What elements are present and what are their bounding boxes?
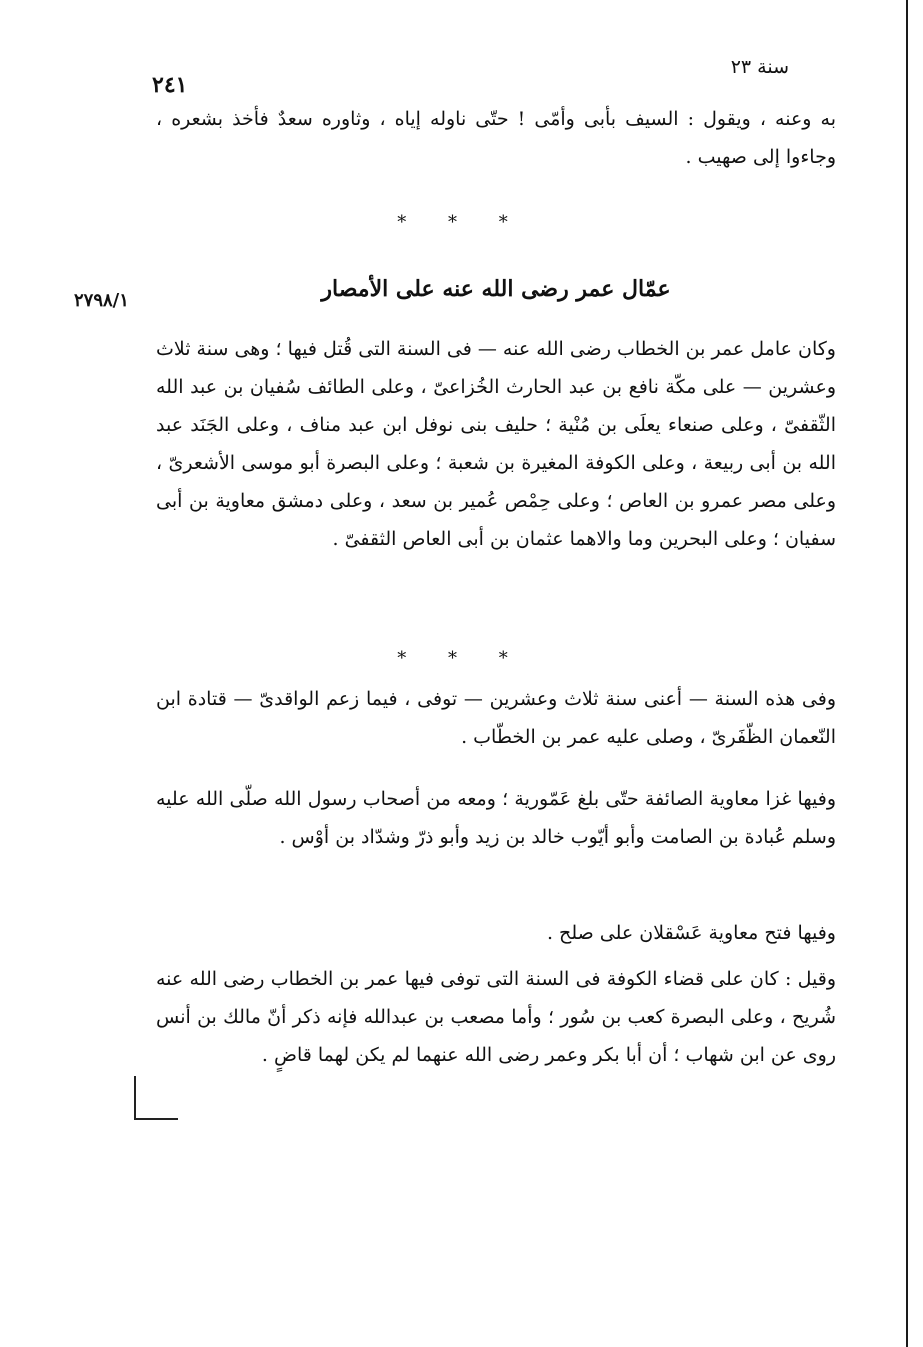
margin-reference: ٢٧٩٨/١ [74, 290, 129, 311]
paragraph-summer-raid: وفيها غزا معاوية الصائفة حتّى بلغ عَمّورية ؛ ومعه من أصحاب رسول الله صلّى الله عليه وسلم عُبادة بن الصامت وأبو أيّوب خالد بن زيد وأبو ذرّ وشدّاد بن أوْس . [156, 788, 836, 848]
paragraph-ascalon: وفيها فتح معاوية عَسْقلان على صلح . [546, 922, 836, 944]
paragraph-deaths: وفى هذه السنة — أعنى سنة ثلاث وعشرين — توفى ، فيما زعم الواقدىّ — قتادة ابن النّعمان الظّفَرىّ ، وصلى عليه عمر بن الخطّاب . [156, 688, 836, 748]
page-number: ٢٤١ [152, 72, 188, 98]
paragraph-governors: وكان عامل عمر بن الخطاب رضى الله عنه — فى السنة التى قُتل فيها ؛ وهى سنة ثلاث وعشرين — على مكّة نافع بن عبد الحارث الخُزاعىّ ، وعلى الطائف سُفيان بن عبد الله الثّقفىّ ، وعلى صنعاء يعلَى بن مُنْية ؛ حليف بنى نوفل ابن عبد مناف ، وعلى الجَنَد عبد الله بن أبى ربيعة ، وعلى الكوفة المغيرة بن شعبة ؛ وعلى البصرة أبو موسى الأشعرىّ ، وعلى مصر عمرو بن العاص ؛ وعلى حِمْص عُمير بن سعد ، وعلى دمشق معاوية بن أبى سفيان ؛ وعلى البحرين وما والاهما عثمان بن أبى العاص الثقفىّ . [156, 338, 836, 550]
running-header-year: سنة ٢٣ [730, 56, 789, 78]
corner-bracket-mark [134, 1076, 178, 1120]
paragraph-continuation: به وعنه ، ويقول : السيف بأبى وأمّى ! حتّى ناوله إياه ، وثاوره سعدٌ فأخذ بشعره ، وجاءوا إلى صهيب . [156, 108, 836, 168]
page-edge-border [906, 0, 918, 1347]
section-heading: عمّال عمر رضى الله عنه على الأمصار [321, 276, 671, 302]
section-separator: * * * [397, 648, 526, 669]
section-separator: * * * [397, 212, 526, 233]
paragraph-judges: وقيل : كان على قضاء الكوفة فى السنة التى توفى فيها عمر بن الخطاب رضى الله عنه شُريح ، وعلى البصرة كعب بن سُور ؛ وأما مصعب بن عبدالله فإنه ذكر أنّ مالك بن أنس روى عن ابن شهاب ؛ أن أبا بكر وعمر رضى الله عنهما لم يكن لهما قاضٍ . [156, 968, 836, 1066]
